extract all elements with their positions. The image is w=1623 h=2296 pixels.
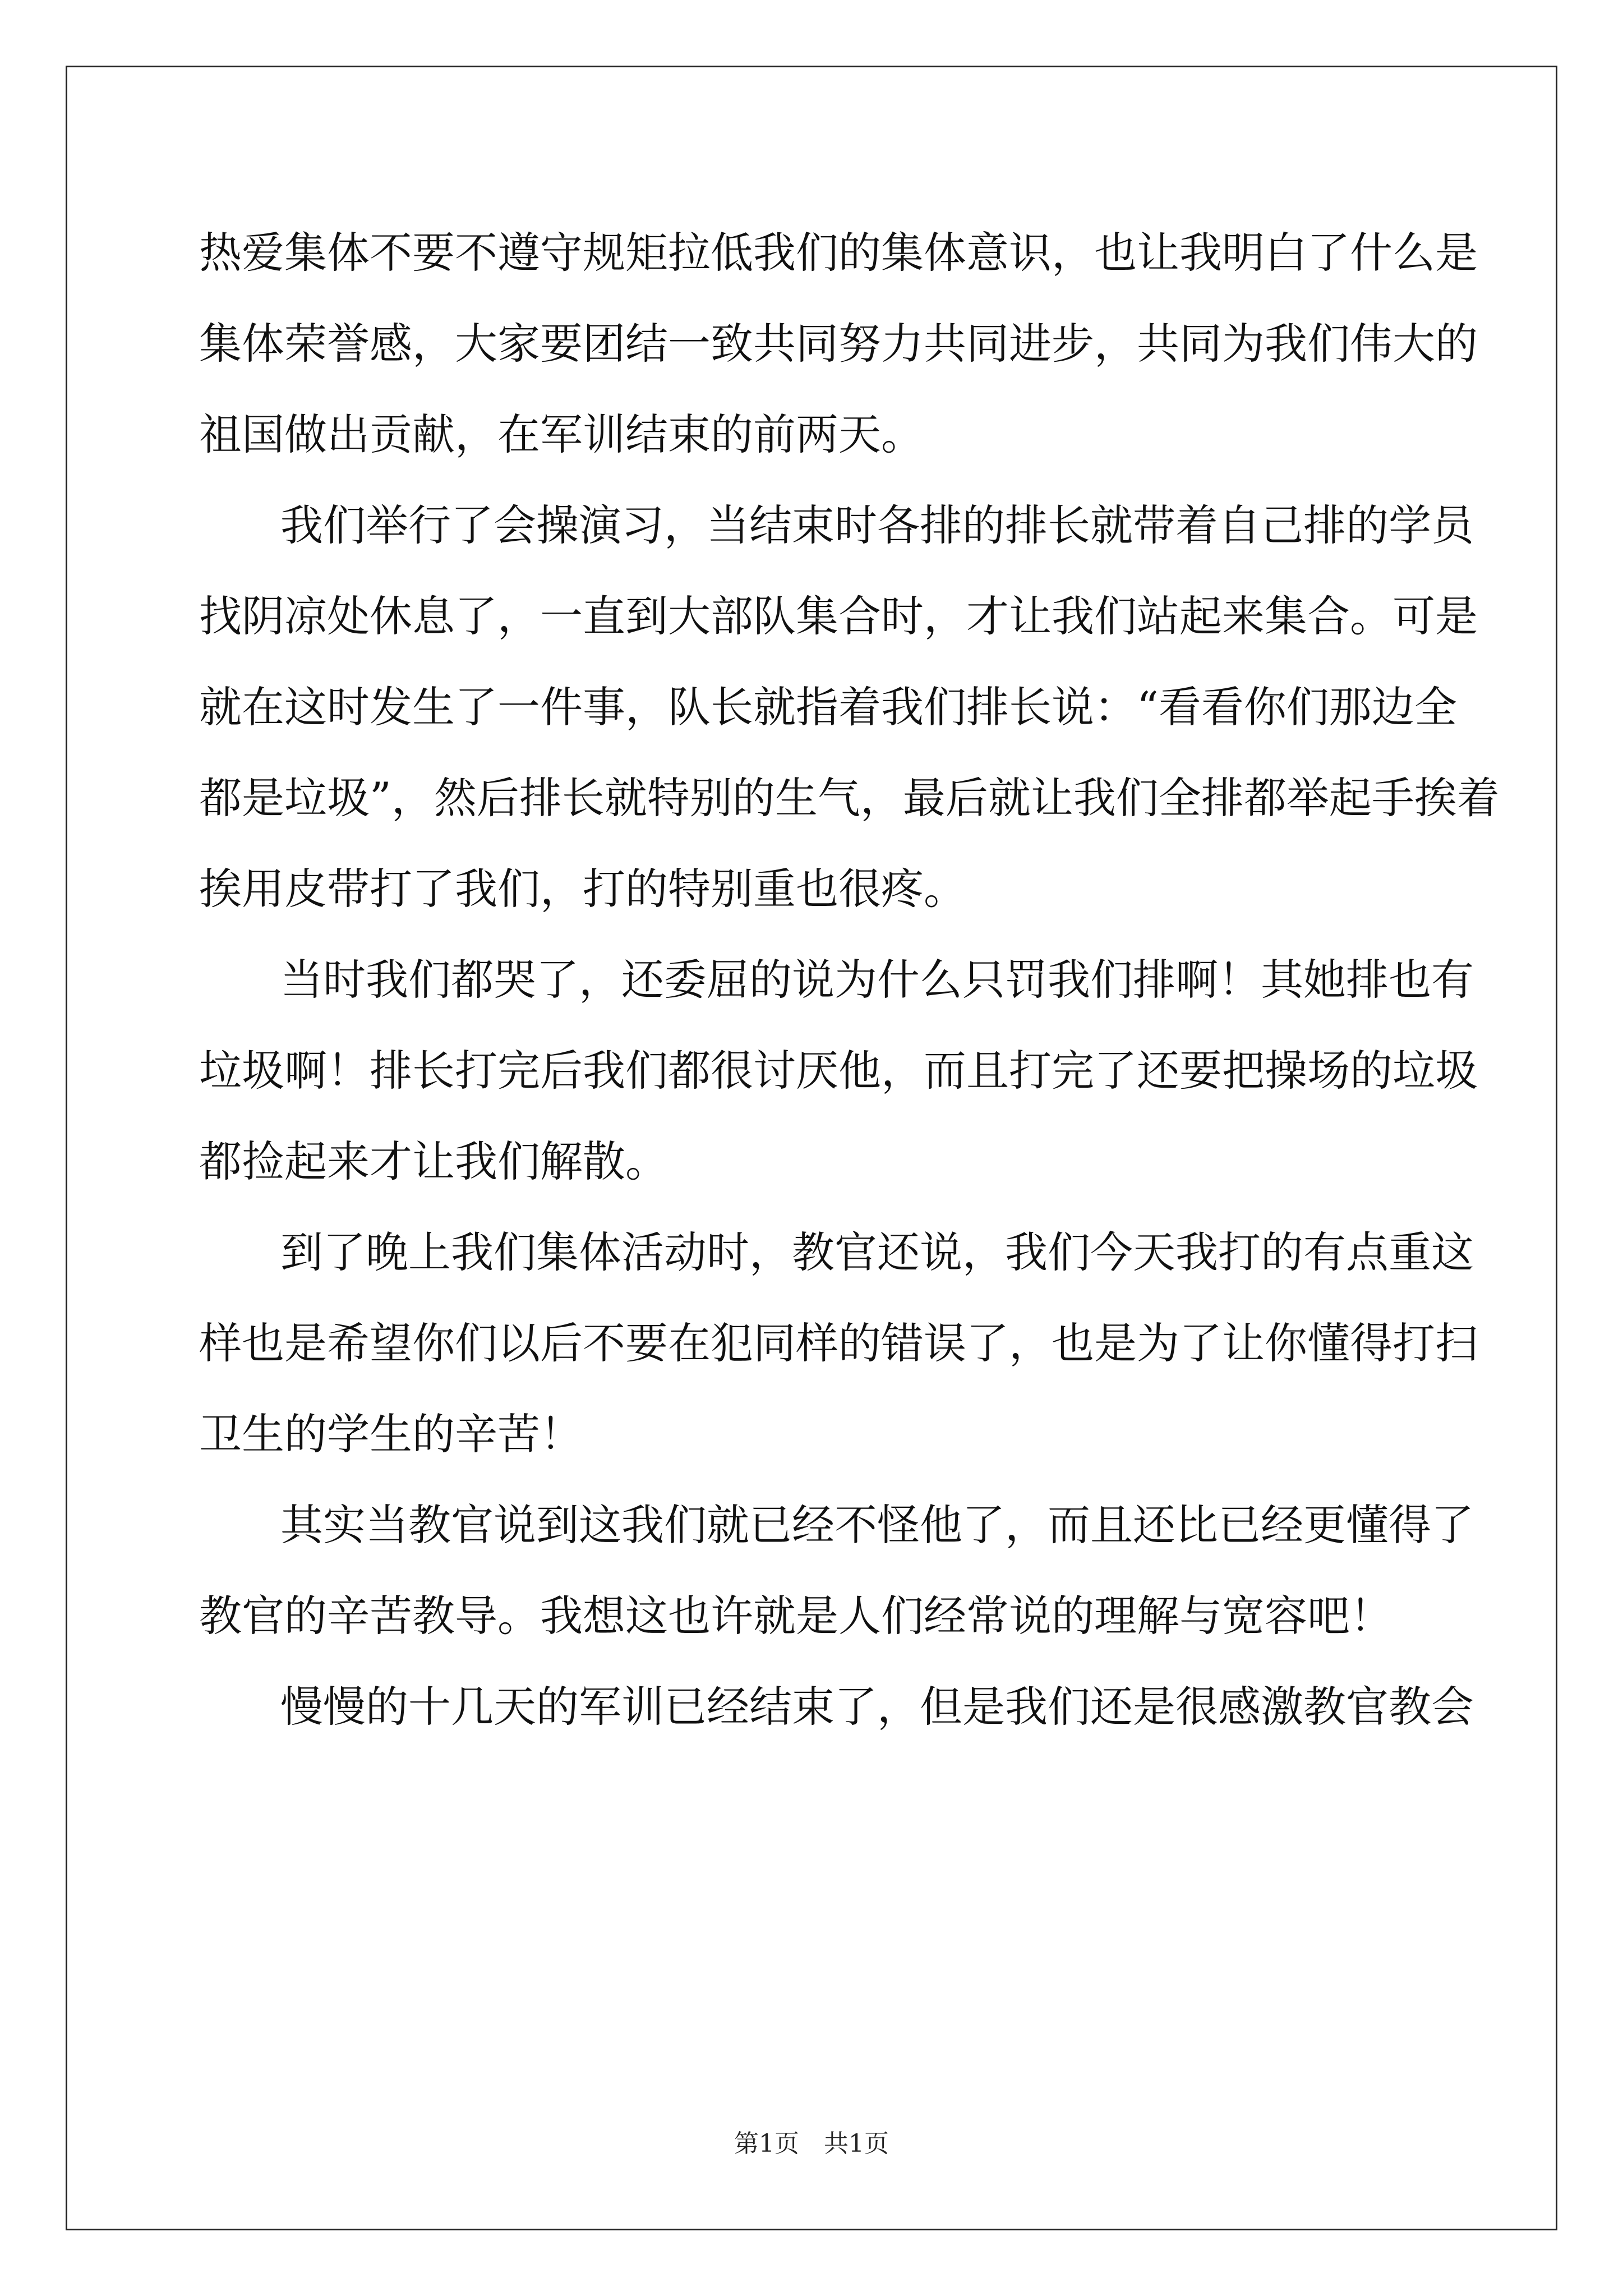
text-line: 都捡起来才让我们解散。	[199, 1137, 668, 1186]
page-total: 共1页	[824, 2129, 889, 2158]
paragraph	[199, 480, 1500, 935]
text-line: 卫生的学生的辛苦！	[199, 1409, 583, 1459]
text-line: 祖国做出贡献，在军训结束的前两天。	[199, 409, 924, 459]
page-footer	[0, 2123, 1623, 2159]
text-line: 到了晚上我们集体活动时，教官还说，我们今天我打的有点重这	[280, 1227, 1474, 1277]
paragraph	[199, 935, 1478, 1207]
text-line: 垃圾啊！排长打完后我们都很讨厌他，而且打完了还要把操场的垃圾	[199, 1046, 1478, 1096]
document-body	[199, 208, 1500, 1752]
page-number: 第1页	[734, 2129, 799, 2158]
text-line: 当时我们都哭了，还委屈的说为什么只罚我们排啊！其她排也有	[280, 955, 1474, 1005]
paragraph	[199, 1207, 1478, 1480]
text-line: 慢慢的十几天的军训已经结束了，但是我们还是很感激教官教会	[280, 1682, 1474, 1732]
text-line: 挨用皮带打了我们，打的特别重也很疼。	[199, 864, 966, 914]
text-line: 集体荣誉感，大家要团结一致共同努力共同进步，共同为我们伟大的	[199, 319, 1478, 369]
text-line: 就在这时发生了一件事，队长就指着我们排长说：“看看你们那边全	[199, 682, 1457, 732]
paragraph	[199, 208, 1478, 480]
paragraph	[199, 1662, 1474, 1752]
text-line: 我们举行了会操演习，当结束时各排的排长就带着自己排的学员	[280, 500, 1474, 550]
text-line: 教官的辛苦教导。我想这也许就是人们经常说的理解与宽容吧！	[199, 1591, 1393, 1641]
text-line: 样也是希望你们以后不要在犯同样的错误了，也是为了让你懂得打扫	[199, 1318, 1478, 1368]
text-line: 热爱集体不要不遵守规矩拉低我们的集体意识，也让我明白了什么是	[199, 228, 1478, 278]
paragraph	[199, 1480, 1474, 1662]
text-line: 找阴凉处休息了，一直到大部队集合时，才让我们站起来集合。可是	[199, 591, 1478, 641]
text-line: 都是垃圾”，然后排长就特别的生气，最后就让我们全排都举起手挨着	[199, 773, 1500, 823]
text-line: 其实当教官说到这我们就已经不怪他了，而且还比已经更懂得了	[280, 1500, 1474, 1550]
